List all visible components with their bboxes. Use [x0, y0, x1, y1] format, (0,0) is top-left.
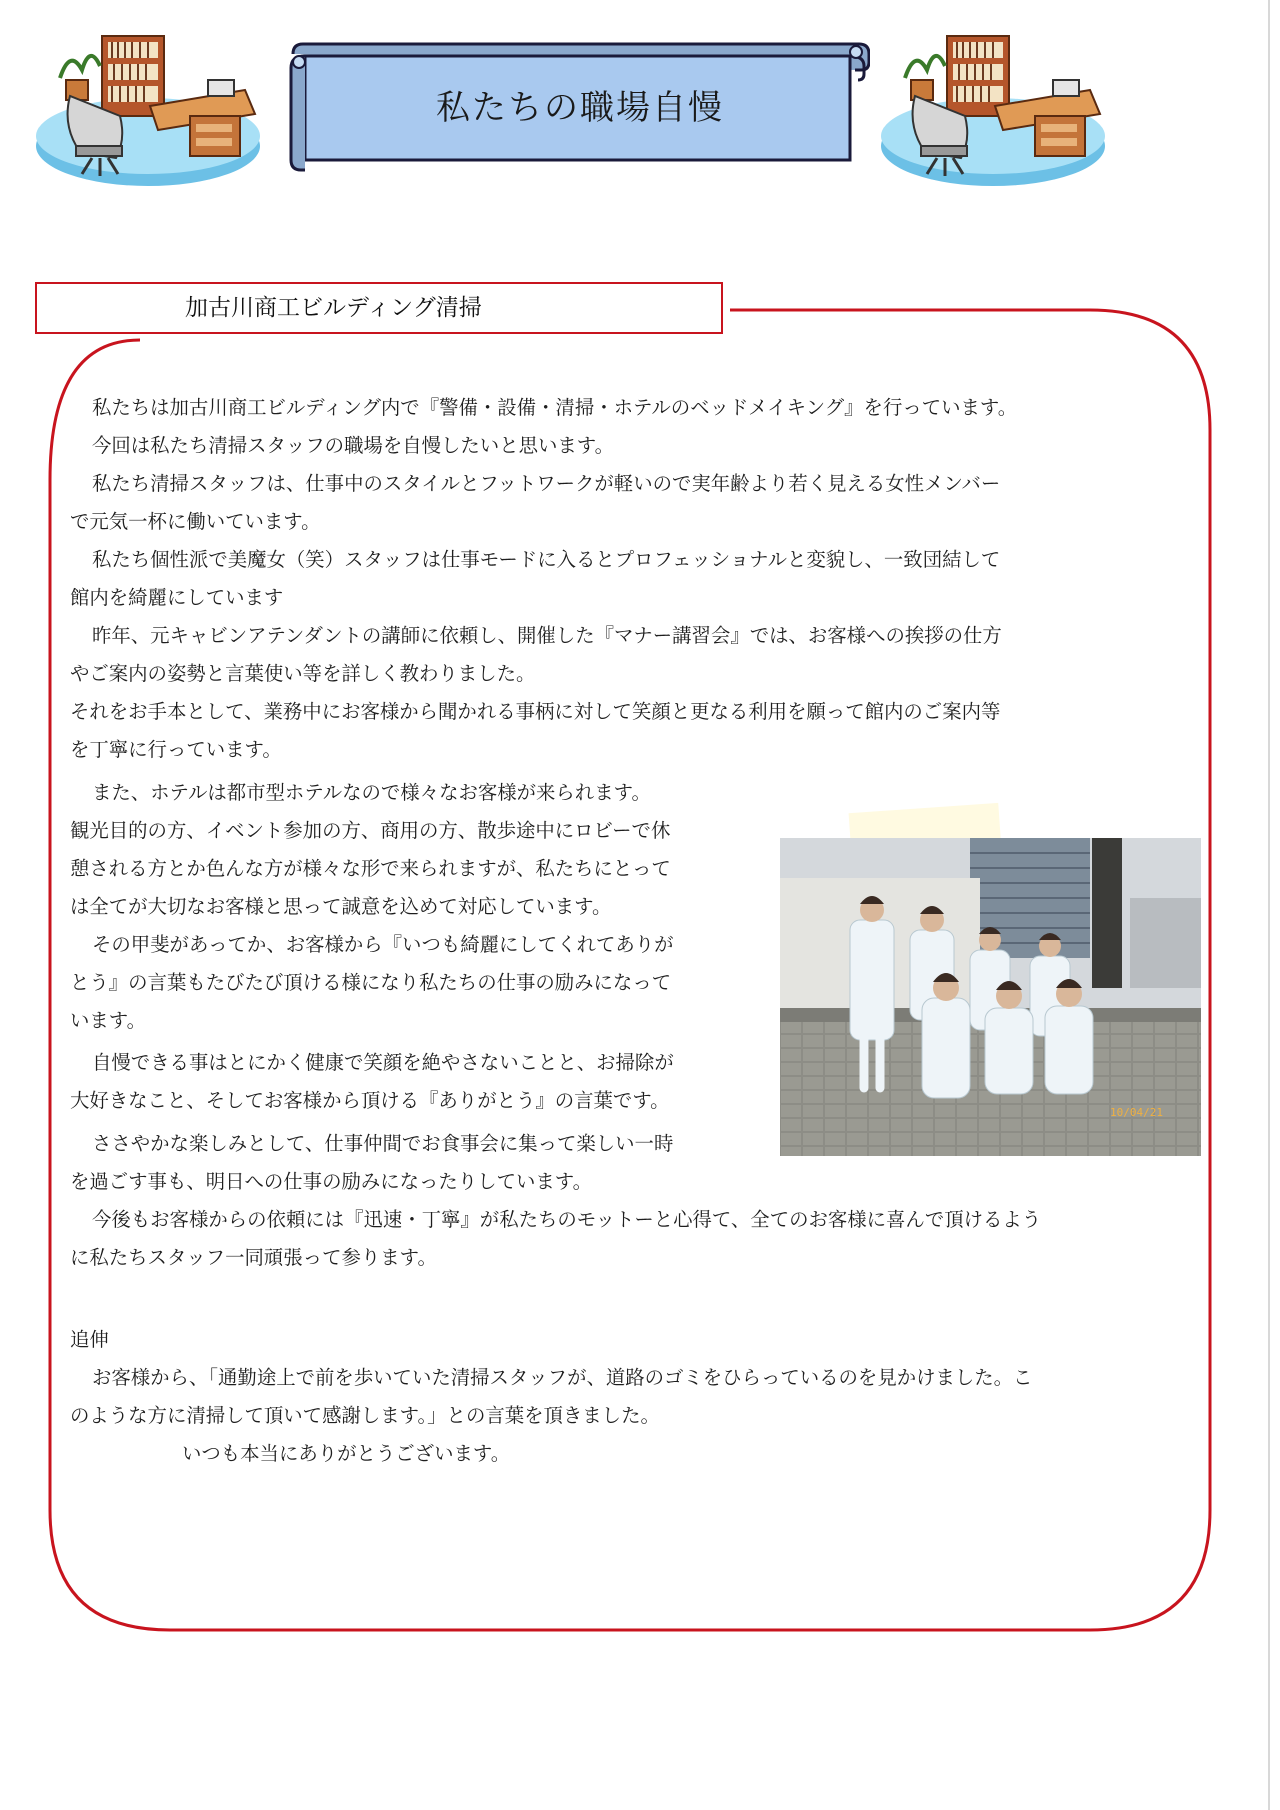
body-line: います。: [70, 1009, 147, 1032]
postscript-line: お客様から、「通勤途上で前を歩いていた清掃スタッフが、道路のゴミをひらっているのを見かけました。こ: [92, 1366, 1033, 1389]
body-line: 今後もお客様からの依頼には『迅速・丁寧』が私たちのモットーと心得て、全てのお客様に喜んで頂けるよう: [92, 1208, 1042, 1231]
body-line: は全てが大切なお客様と思って誠意を込めて対応しています。: [70, 895, 612, 918]
postscript-closing: いつも本当にありがとうございます。: [182, 1442, 511, 1465]
body-line: その甲斐があってか、お客様から『いつも綺麗にしてくれてありが: [92, 933, 674, 956]
photo-date-stamp: 10/04/21: [1110, 1106, 1163, 1119]
staff-group-photo: [780, 838, 1201, 1156]
body-line: 館内を綺麗にしています: [70, 586, 284, 609]
postscript-heading: 追伸: [70, 1328, 109, 1351]
office-desk-illustration-right: [875, 18, 1115, 198]
body-line: 憩される方とか色んな方が様々な形で来られますが、私たちにとって: [70, 857, 671, 880]
body-line: 昨年、元キャビンアテンダントの講師に依頼し、開催した『マナー講習会』では、お客様への挨拶の仕方: [92, 624, 1002, 647]
page-title: 私たちの職場自慢: [436, 88, 724, 128]
body-line: 観光目的の方、イベント参加の方、商用の方、散歩途中にロビーで休: [70, 819, 671, 842]
office-desk-illustration-left: [30, 18, 270, 198]
page-edge: [1268, 0, 1270, 1810]
body-line: ささやかな楽しみとして、仕事仲間でお食事会に集って楽しい一時: [92, 1132, 674, 1155]
body-line: で元気一杯に働いています。: [70, 510, 321, 533]
body-line: 私たち清掃スタッフは、仕事中のスタイルとフットワークが軽いので実年齢より若く見える女性メンバー: [92, 472, 1001, 495]
body-line: 自慢できる事はとにかく健康で笑顔を絶やさないことと、お掃除が: [92, 1051, 674, 1074]
body-line: それをお手本として、業務中にお客様から聞かれる事柄に対して笑顔と更なる利用を願って館内のご案内等: [70, 700, 1001, 723]
body-line: やご案内の姿勢と言葉使い等を詳しく教わりました。: [70, 662, 536, 685]
body-line: 私たちは加古川商工ビルディング内で『警備・設備・清掃・ホテルのベッドメイキング』を行っています。: [92, 396, 1018, 419]
body-line: を過ごす事も、明日への仕事の励みになったりしています。: [70, 1170, 592, 1193]
body-line: とう』の言葉もたびたび頂ける様になり私たちの仕事の励みになって: [70, 971, 672, 994]
postscript-line: のような方に清掃して頂いて感謝します。」との言葉を頂きました。: [70, 1404, 660, 1427]
section-title: 加古川商工ビルディング清掃: [185, 295, 482, 321]
body-line: を丁寧に行っています。: [70, 738, 282, 761]
body-line: 私たち個性派で美魔女（笑）スタッフは仕事モードに入るとプロフェッショナルと変貌し、一致団結して: [92, 548, 1001, 571]
body-line: に私たちスタッフ一同頑張って参ります。: [70, 1246, 437, 1269]
body-line: 今回は私たち清掃スタッフの職場を自慢したいと思います。: [92, 434, 614, 457]
body-line: また、ホテルは都市型ホテルなので様々なお客様が来られます。: [92, 781, 651, 804]
body-line: 大好きなこと、そしてお客様から頂ける『ありがとう』の言葉です。: [70, 1089, 670, 1112]
